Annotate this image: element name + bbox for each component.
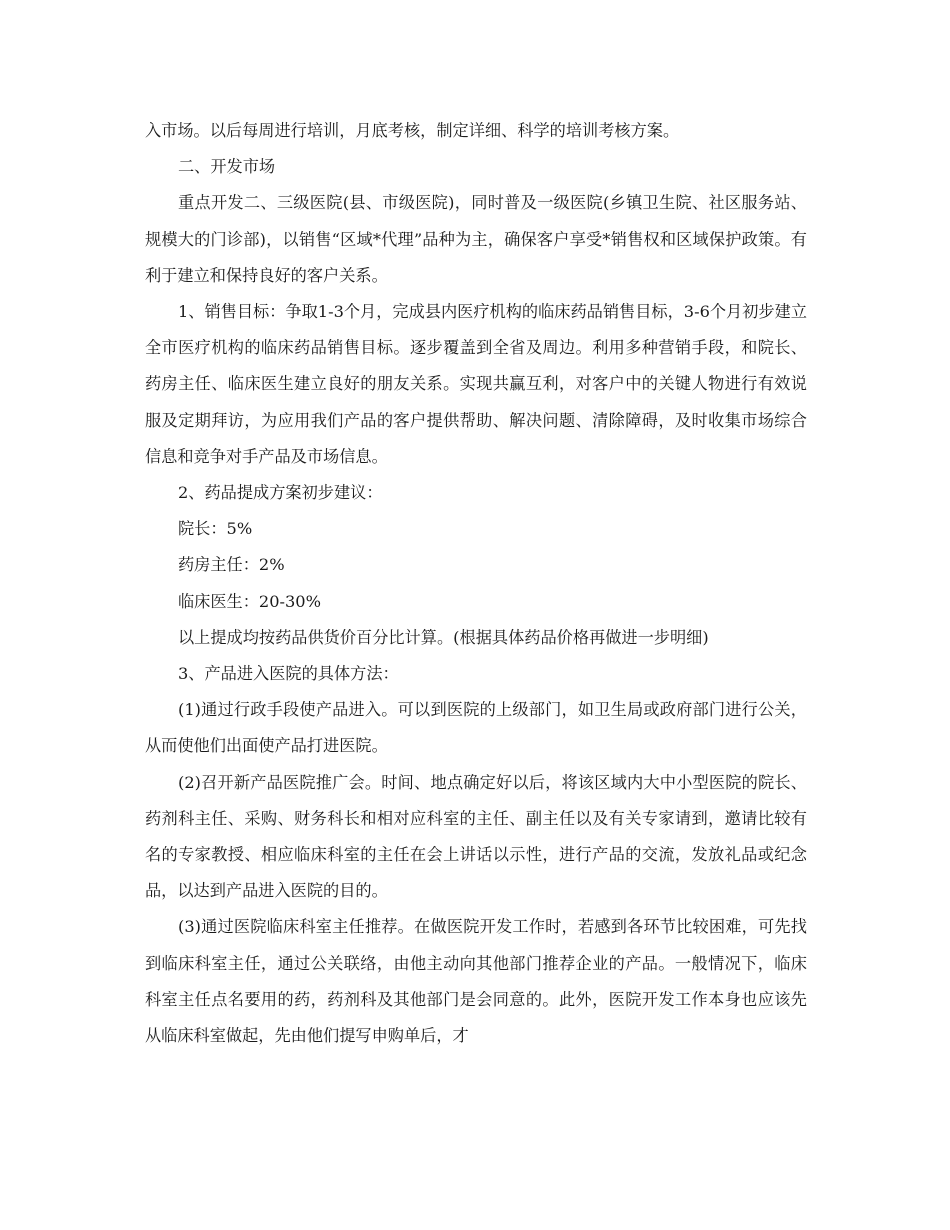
paragraph-method-1: (1)通过行政手段使产品进入。可以到医院的上级部门，如卫生局或政府部门进行公关，从而使他们出面使产品打进医院。	[145, 700, 807, 756]
paragraph-commission-proposal: 2、药品提成方案初步建议：	[178, 483, 383, 503]
paragraph-method-3: (3)通过医院临床科室主任推荐。在做医院开发工作时，若感到各环节比较困难，可先找到临床科室主任，通过公关联络，由他主动向其他部门推荐企业的产品。一般情况下，临床科室主任点名要用的药，药剂科及其他部门是会同意的。此外，医院开发工作本身也应该先从临床科室做起，先由他们提写申购单后，才	[145, 917, 807, 1046]
paragraph-sales-target: 1、销售目标：争取1-3个月，完成县内医疗机构的临床药品销售目标，3-6个月初步建立全市医疗机构的临床药品销售目标。逐步覆盖到全省及周边。利用多种营销手段，和院长、药房主任、临床医生建立良好的朋友关系。实现共赢互利，对客户中的关键人物进行有效说服及定期拜访，为应用我们产品的客户提供帮助、解决问题、清除障碍，及时收集市场综合信息和竞争对手产品及市场信息。	[145, 302, 807, 466]
commission-director: 院长：5%	[178, 519, 253, 539]
paragraph-entry-methods-heading: 3、产品进入医院的具体方法：	[178, 664, 399, 684]
paragraph-commission-note: 以上提成均按药品供货价百分比计算。(根据具体药品价格再做进一步明细)	[178, 627, 709, 647]
paragraph-continuation: 入市场。以后每周进行培训，月底考核，制定详细、科学的培训考核方案。	[145, 121, 680, 140]
paragraph-method-2: (2)召开新产品医院推广会。时间、地点确定好以后，将该区域内大中小型医院的院长、药剂科主任、采购、财务科长和相对应科室的主任、副主任以及有关专家请到，邀请比较有名的专家教授、相应临床科室的主任在会上讲话以示性，进行产品的交流，发放礼品或纪念品，以达到产品进入医院的目的。	[145, 772, 807, 901]
document-body	[145, 113, 807, 1054]
section-heading-develop-market: 二、开发市场	[178, 157, 276, 177]
commission-clinician: 临床医生：20-30%	[178, 591, 321, 611]
paragraph-key-development: 重点开发二、三级医院(县、市级医院)，同时普及一级医院(乡镇卫生院、社区服务站、规模大的门诊部)，以销售“区域*代理”品种为主，确保客户享受*销售权和区域保护政策。有利于建立和保持良好的客户关系。	[145, 193, 807, 285]
commission-pharmacy-head: 药房主任：2%	[178, 555, 285, 575]
